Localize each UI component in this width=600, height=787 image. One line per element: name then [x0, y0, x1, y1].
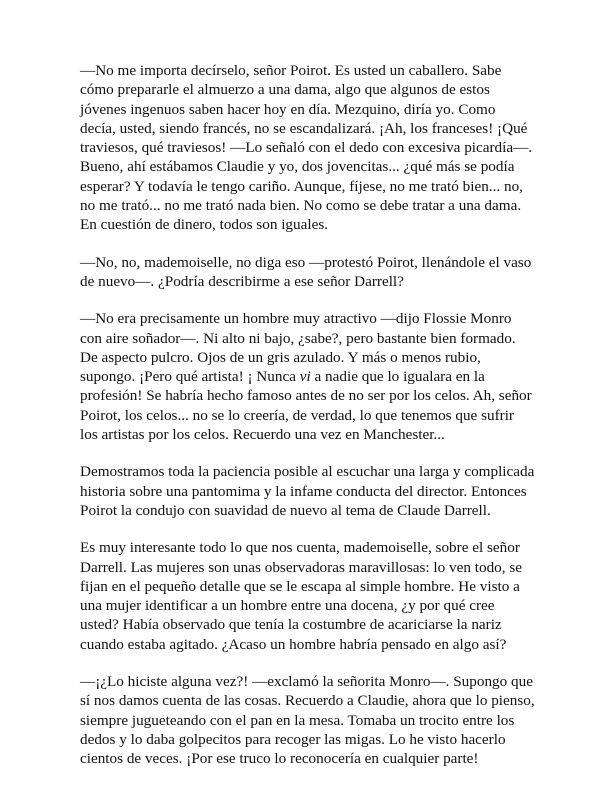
paragraph-3-italic-word: vi: [299, 368, 311, 386]
paragraph-3-text-after: a nadie que lo igualara en la profesión! Se habría hecho famoso antes de no ser por los celos. Ah, señor Poirot, los celos... no se lo creería, de verdad, lo que tenemos que sufrir los artistas por los celos. Recuerdo una vez en Manchester...: [80, 368, 532, 444]
paragraph-3: [80, 309, 535, 444]
paragraph-1: —No me importa decírselo, señor Poirot. Es usted un caballero. Sabe cómo prepararle el almuerzo a una dama, algo que algunos de estos jóvenes ingenuos saben hacer hoy en día. Mezquino, diría yo. Como decía, usted, siendo francés, no se escandalizará. ¡Ah, los franceses! ¡Qué traviesos, qué traviesos! —Lo señaló con el dedo con excesiva picardía—. Bueno, ahí estábamos Claudie y yo, dos jovencitas... ¿qué más se podía esperar? Y todavía le tengo cariño. Aunque, fíjese, no me trató bien... no, no me trató... no me trató nada bien. No como se debe tratar a una dama. En cuestión de dinero, todos son iguales.: [80, 62, 533, 234]
paragraph-2: —No, no, mademoiselle, no diga eso —protestó Poirot, llenándole el vaso de nuevo—. ¿Podría describirme a ese señor Darrell?: [80, 253, 532, 290]
paragraph-3-text-before: —No era precisamente un hombre muy atractivo —dijo Flossie Monro con aire soñador—. Ni alto ni bajo, ¿sabe?, pero bastante bien formado. De aspecto pulcro. Ojos de un gris azulado. Y más o menos rubio, supongo. ¡Pero qué artista! ¡ Nunca: [80, 310, 516, 386]
paragraph-4: Demostramos toda la paciencia posible al escuchar una larga y complicada historia sobre una pantomima y la infame conducta del director. Entonces Poirot la condujo con suavidad de nuevo al tema de Claude Darrell.: [80, 463, 535, 519]
paragraph-6: —¡¿Lo hiciste alguna vez?! —exclamó la señorita Monro—. Supongo que sí nos damos cuenta de las cosas. Recuerdo a Claudie, ahora que lo pienso, siempre jugueteando con el pan en la mesa. Tomaba un trocito entre los dedos y lo daba golpecitos para recoger las migas. Lo he visto hacerlo cientos de veces. ¡Por ese truco lo reconocería en cualquier parte!: [80, 673, 535, 768]
body-text: [80, 61, 535, 787]
paragraph-5: Es muy interesante todo lo que nos cuenta, mademoiselle, sobre el señor Darrell. Las mujeres son unas observadoras maravillosas: lo ven todo, se fijan en el pequeño detalle que se le escapa al simple hombre. He visto a una mujer identificar a un hombre entre una docena, ¿y por qué cree usted? Había observado que tenía la costumbre de acariciarse la nariz cuando estaba agitado. ¿Acaso un hombre habría pensado en algo así?: [80, 539, 523, 653]
